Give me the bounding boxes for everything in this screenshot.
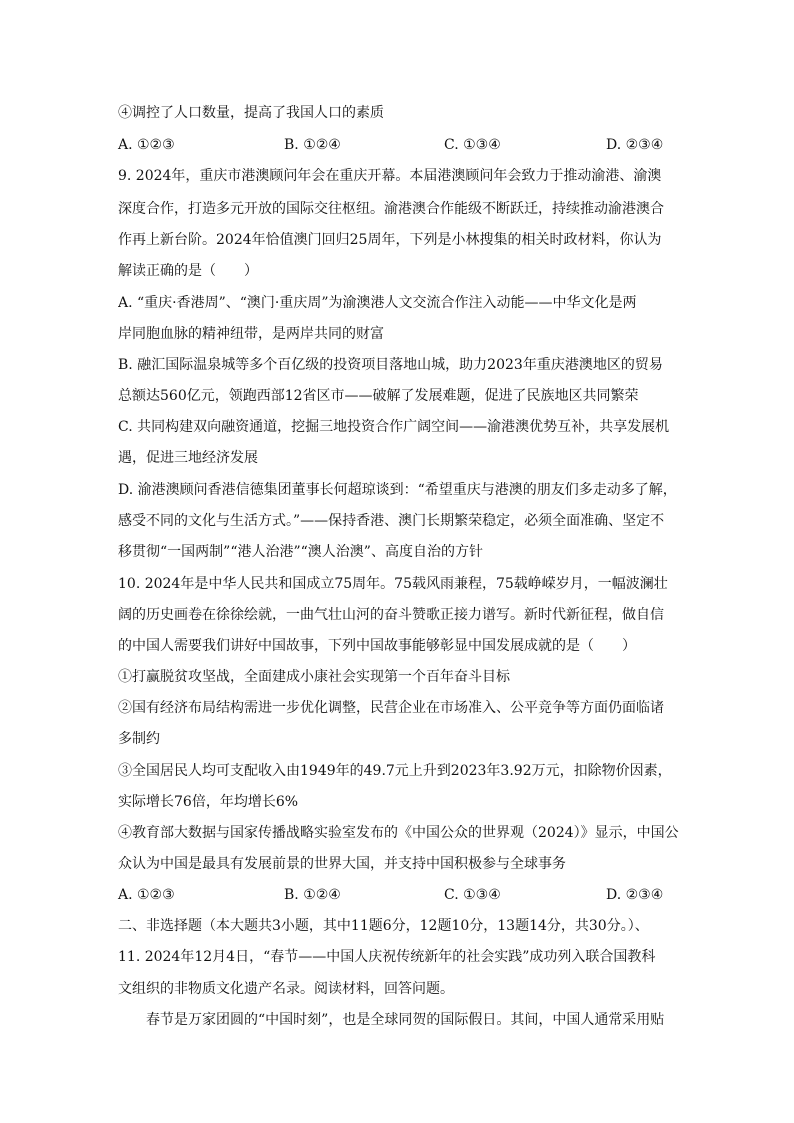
section-2-heading: 二、非选择题（本大题共3小题，其中11题6分，12题10分，13题14分，共30分。）、 xyxy=(118,918,649,934)
q8-item-4: ④调控了人口数量，提高了我国人口的素质 xyxy=(118,105,384,121)
q8-options xyxy=(118,136,688,154)
q11-material-line-1: 春节是万家团圆的“中国时刻”，也是全球同贺的国际假日。其间，中国人通常采用贴 xyxy=(146,1012,665,1028)
q10-options xyxy=(118,886,688,904)
q10-option-a: A. ①②③ xyxy=(118,887,175,903)
q8-option-c: C. ①③④ xyxy=(444,137,501,153)
q9-option-d-line-2: 感受不同的文化与生活方式。”——保持香港、澳门长期繁荣稳定，必须全面准确、坚定不 xyxy=(118,513,665,529)
q8-option-b: B. ①②④ xyxy=(284,137,341,153)
q10-item-4-line-1: ④教育部大数据与国家传播战略实验室发布的《中国公众的世界观（2024）》显示，中国公 xyxy=(118,825,679,841)
q10-stem-line-2: 阔的历史画卷在徐徐绘就，一曲气壮山河的奋斗赞歌正接力谱写。新时代新征程，做自信 xyxy=(118,607,664,623)
q9-stem-line-1: 9. 2024年，重庆市港澳顾问年会在重庆开幕。本届港澳顾问年会致力于推动渝港、渝澳 xyxy=(118,168,662,184)
q9-option-d-line-3: 移贯彻“一国两制”“港人治港”“澳人治澳”、高度自治的方针 xyxy=(118,544,483,560)
q10-option-c: C. ①③④ xyxy=(444,887,501,903)
q9-stem-line-2: 深度合作，打造多元开放的国际交往枢纽。渝港澳合作能级不断跃迁，持续推动渝港澳合 xyxy=(118,201,664,217)
q10-item-3-line-2: 实际增长76倍，年均增长6% xyxy=(118,794,299,810)
q10-option-d: D. ②③④ xyxy=(606,887,664,903)
q9-option-a-line-2: 岸同胞血脉的精神纽带，是两岸共同的财富 xyxy=(118,326,384,342)
q10-stem-line-3: 的中国人需要我们讲好中国故事，下列中国故事能够彰显中国发展成就的是（ ） xyxy=(118,638,636,654)
q10-item-2-line-2: 多制约 xyxy=(118,731,160,747)
q8-option-a: A. ①②③ xyxy=(118,137,175,153)
q9-option-a-line-1: A. “重庆·香港周”、“澳门·重庆周”为渝澳港人文交流合作注入动能——中华文化是两 xyxy=(118,295,637,311)
q10-item-1: ①打赢脱贫攻坚战，全面建成小康社会实现第一个百年奋斗目标 xyxy=(118,669,510,685)
q11-stem-line-2: 文组织的非物质文化遗产名录。阅读材料，回答问题。 xyxy=(118,981,454,997)
q11-stem-line-1: 11. 2024年12月4日，“春节——中国人庆祝传统新年的社会实践”成功列入联合国教科 xyxy=(118,949,656,965)
q9-option-c-line-1: C. 共同构建双向融资通道，挖掘三地投资合作广阔空间——渝港澳优势互补，共享发展机 xyxy=(118,419,670,435)
q10-option-b: B. ①②④ xyxy=(284,887,341,903)
q9-option-b-line-1: B. 融汇国际温泉城等多个百亿级的投资项目落地山城，助力2023年重庆港澳地区的贸易 xyxy=(118,357,663,373)
q9-option-c-line-2: 遇，促进三地经济发展 xyxy=(118,450,258,466)
q9-option-b-line-2: 总额达560亿元，领跑西部12省区市——破解了发展难题，促进了民族地区共同繁荣 xyxy=(118,388,639,404)
q10-item-4-line-2: 众认为中国是最具有发展前景的世界大国，并支持中国积极参与全球事务 xyxy=(118,856,566,872)
q9-option-d-line-1: D. 渝港澳顾问香港信德集团董事长何超琼谈到：“希望重庆与港澳的朋友们多走动多了解， xyxy=(118,482,677,498)
q10-item-2-line-1: ②国有经济布局结构需进一步优化调整，民营企业在市场准入、公平竞争等方面仍面临诸 xyxy=(118,700,664,716)
q9-stem-line-4: 解读正确的是（ ） xyxy=(118,263,258,279)
q9-stem-line-3: 作再上新台阶。2024年恰值澳门回归25周年，下列是小林搜集的相关时政材料，你认为 xyxy=(118,232,662,248)
q10-stem-line-1: 10. 2024年是中华人民共和国成立75周年。75载风雨兼程，75载峥嵘岁月，一幅波澜壮 xyxy=(118,576,668,592)
q10-item-3-line-1: ③全国居民人均可支配收入由1949年的49.7元上升到2023年3.92万元，扣除物价因素， xyxy=(118,763,672,779)
q8-option-d: D. ②③④ xyxy=(606,137,664,153)
